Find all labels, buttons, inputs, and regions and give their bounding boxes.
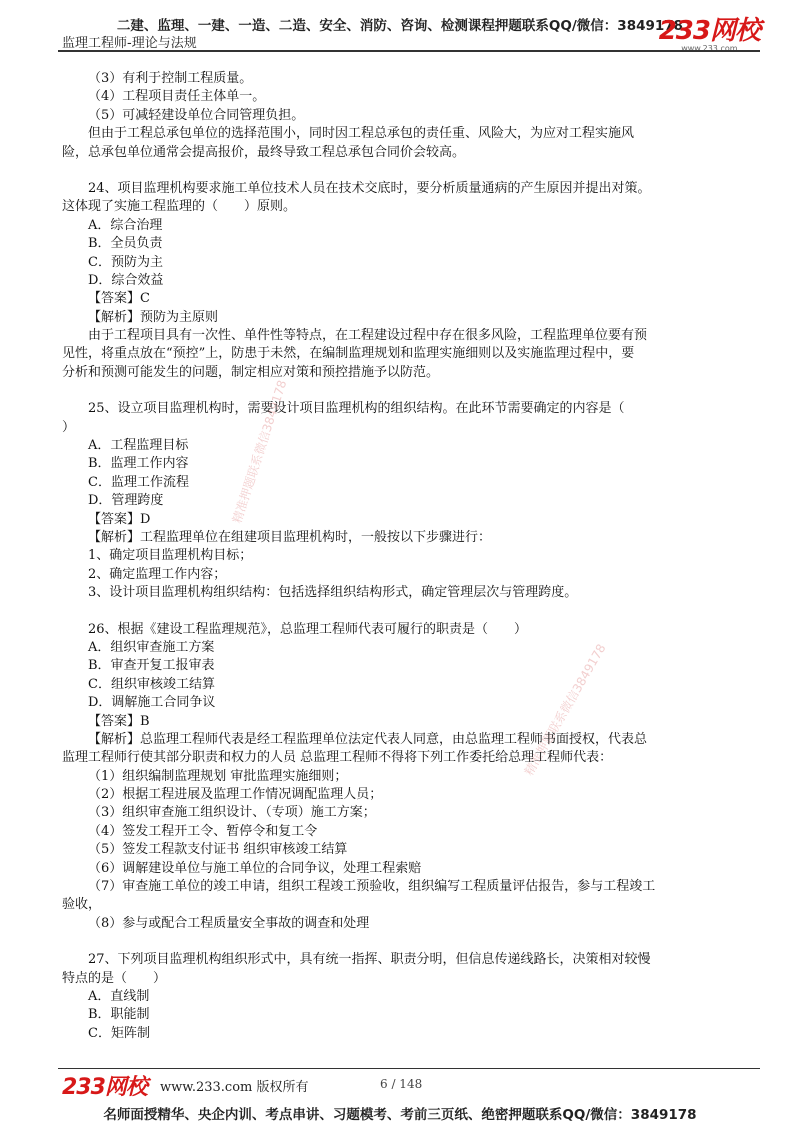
analysis: 【解析】总监理工程师代表是经工程监理单位法定代表人同意，由总监理工程师书面授权，代表总 (88, 731, 648, 747)
option-b: B．监理工作内容 (88, 456, 189, 472)
text-line: 这体现了实施工程监理的（ ）原则。 (62, 199, 297, 215)
option-d: D．综合效益 (88, 272, 164, 288)
text-line: 验收， (62, 897, 102, 913)
analysis: 【解析】工程监理单位在组建项目监理机构时，一般按以下步骤进行： (88, 529, 492, 545)
analysis: 【解析】预防为主原则 (88, 309, 219, 325)
option-c: C．组织审核竣工结算 (88, 676, 215, 692)
text-line: 见性，将重点放在“预控”上，防患于未然，在编制监理规划和监理实施细则以及实施监理过程中，要 (62, 346, 635, 362)
text-line: 2、确定监理工作内容； (88, 566, 227, 582)
option-d: D．调解施工合同争议 (88, 695, 216, 711)
footer-divider (58, 1068, 760, 1069)
text-line: （4）工程项目责任主体单一。 (88, 89, 266, 105)
option-a: A．工程监理目标 (88, 438, 189, 454)
text-line: （5）签发工程款支付证书 组织审核竣工结算 (88, 842, 348, 858)
watermark: 精准押题联系微信3849178 (521, 641, 609, 778)
header-logo (659, 18, 760, 53)
text-line: （8）参与或配合工程质量安全事故的调查和处理 (88, 915, 370, 931)
option-d: D．管理跨度 (88, 493, 164, 509)
question-25: 25、设立项目监理机构时，需要设计项目监理机构的组织结构。在此环节需要确定的内容是（ (88, 401, 625, 417)
text-line: （3）组织审查施工组织设计、（专项）施工方案； (88, 805, 376, 821)
footer-logo: 233网校 (62, 1075, 147, 1100)
document-body (62, 70, 752, 1043)
option-a: A．直线制 (88, 988, 150, 1004)
option-a: A．综合治理 (88, 217, 163, 233)
answer: 【答案】C (88, 291, 150, 307)
watermark: 精准押题联系微信3849178 (229, 378, 290, 525)
option-b: B．审查开复工报审表 (88, 658, 215, 674)
header-contact-line: 二建、监理、一建、一造、二造、安全、消防、咨询、检测课程押题联系QQ/微信：3849178 (116, 18, 684, 34)
text-line: （1）组织编制监理规划 审批监理实施细则； (88, 768, 348, 784)
text-line: 险，总承包单位通常会提高报价，最终导致工程总承包合同价会较高。 (62, 144, 466, 160)
text-line: （4）签发工程开工令、暂停令和复工令 (88, 823, 318, 839)
option-c: C．矩阵制 (88, 1025, 150, 1041)
question-26: 26、根据《建设工程监理规范》，总监理工程师代表可履行的职责是（ ） (88, 621, 528, 637)
text-line: 监理工程师行使其部分职责和权力的人员 总监理工程师不得将下列工作委托给总理工程师代表： (62, 750, 613, 766)
header-divider (58, 50, 760, 52)
text-line: ） (62, 419, 76, 435)
text-line: 特点的是（ ） (62, 970, 167, 986)
text-line: 3、设计项目监理机构组织结构：包括选择组织结构形式，确定管理层次与管理跨度。 (88, 585, 578, 601)
logo-text: 233网校 (658, 16, 760, 46)
question-27: 27、下列项目监理机构组织形式中，具有统一指挥、职责分明，但信息传递线路长，决策相对较慢 (88, 952, 651, 968)
option-a: A．组织审查施工方案 (88, 639, 215, 655)
text-line: 1、确定项目监理机构目标； (88, 548, 253, 564)
footer-contact-line: 名师面授精华、央企内训、考点串讲、习题模考、考前三页纸、绝密押题联系QQ/微信：3849178 (103, 1107, 697, 1123)
answer: 【答案】D (88, 511, 151, 527)
page-number: 6 / 148 (380, 1077, 423, 1091)
option-b: B．职能制 (88, 1007, 150, 1023)
text-line: （5）可减轻建设单位合同管理负担。 (88, 107, 305, 123)
option-c: C．监理工作流程 (88, 474, 189, 490)
footer-copyright: www.233.com 版权所有 (160, 1080, 309, 1095)
text-line: （3）有利于控制工程质量。 (88, 71, 253, 86)
text-line: 但由于工程总承包单位的选择范围小，同时因工程总承包的责任重、风险大，为应对工程实施风 (88, 126, 635, 142)
logo-url: www.233.com (681, 44, 738, 53)
document-subtitle: 监理工程师-理论与法规 (62, 36, 197, 51)
text-line: （7）审查施工单位的竣工申请，组织工程竣工预验收，组织编写工程质量评估报告，参与工程竣工 (88, 879, 656, 895)
option-c: C．预防为主 (88, 254, 163, 270)
text-line: 分析和预测可能发生的问题，制定相应对策和预控措施予以防范。 (62, 364, 440, 380)
text-line: 由于工程项目具有一次性、单件性等特点，在工程建设过程中存在很多风险，工程监理单位要有预 (88, 328, 648, 344)
text-line: （6）调解建设单位与施工单位的合同争议，处理工程索赔 (88, 860, 422, 876)
text-line: （2）根据工程进展及监理工作情况调配监理人员； (88, 787, 383, 803)
question-24: 24、项目监理机构要求施工单位技术人员在技术交底时，要分析质量通病的产生原因并提出对策。 (88, 180, 651, 196)
option-b: B．全员负责 (88, 236, 163, 252)
answer: 【答案】B (88, 713, 150, 729)
